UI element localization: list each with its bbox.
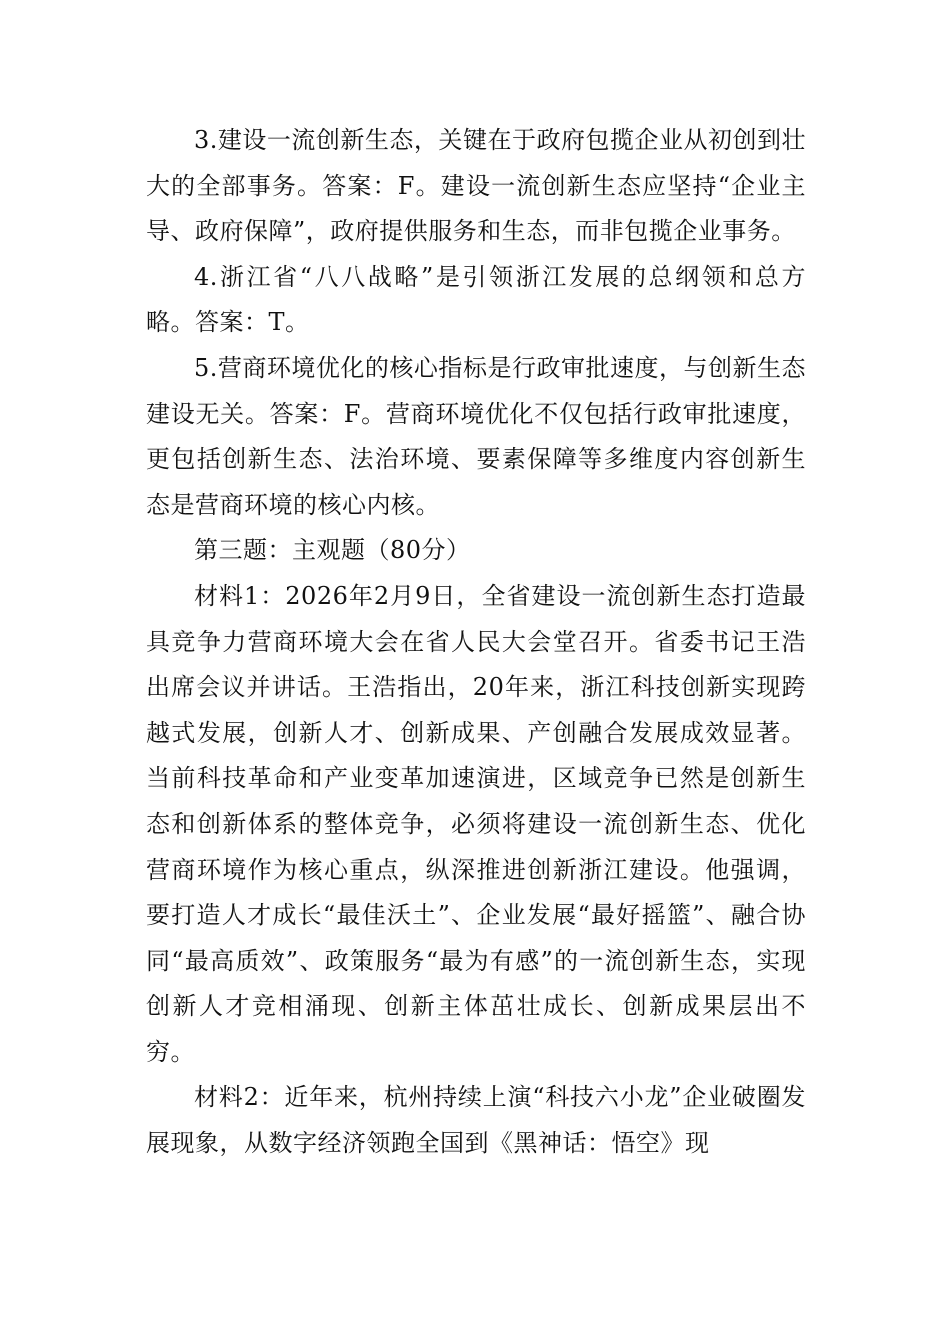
paragraph-material-1: 材料1：2026年2月9日，全省建设一流创新生态打造最具竞争力营商环境大会在省人民大会堂召开。省委书记王浩出席会议并讲话。王浩指出，20年来，浙江科技创新实现跨越式发展，创新人才、创新成果、产创融合发展成效显著。当前科技革命和产业变革加速演进，区域竞争已然是创新生态和创新体系的整体竞争，必须将建设一流创新生态、优化营商环境作为核心重点，纵深推进创新浙江建设。他强调，要打造人才成长“最佳沃土”、企业发展“最好摇篮”、融合协同“最高质效”、政策服务“最为有感”的一流创新生态，实现创新人才竞相涌现、创新主体茁壮成长、创新成果层出不穷。 bbox=[146, 581, 806, 1066]
paragraph-question-5: 5.营商环境优化的核心指标是行政审批速度，与创新生态建设无关。答案：F。营商环境优化不仅包括行政审批速度，更包括创新生态、法治环境、要素保障等多维度内容创新生态是营商环境的核心内核。 bbox=[146, 353, 806, 519]
document-page bbox=[146, 118, 806, 1167]
paragraph-question-4: 4.浙江省“八八战略”是引领浙江发展的总纲领和总方略。答案：T。 bbox=[146, 262, 806, 337]
section-heading-part-3: 第三题：主观题（80分） bbox=[194, 536, 471, 565]
paragraph-question-3: 3.建设一流创新生态，关键在于政府包揽企业从初创到壮大的全部事务。答案：F。建设一流创新生态应坚持“企业主导、政府保障”，政府提供服务和生态，而非包揽企业事务。 bbox=[146, 126, 806, 246]
paragraph-material-2: 材料2：近年来，杭州持续上演“科技六小龙”企业破圈发展现象，从数字经济领跑全国到《黑神话：悟空》现 bbox=[146, 1083, 806, 1158]
